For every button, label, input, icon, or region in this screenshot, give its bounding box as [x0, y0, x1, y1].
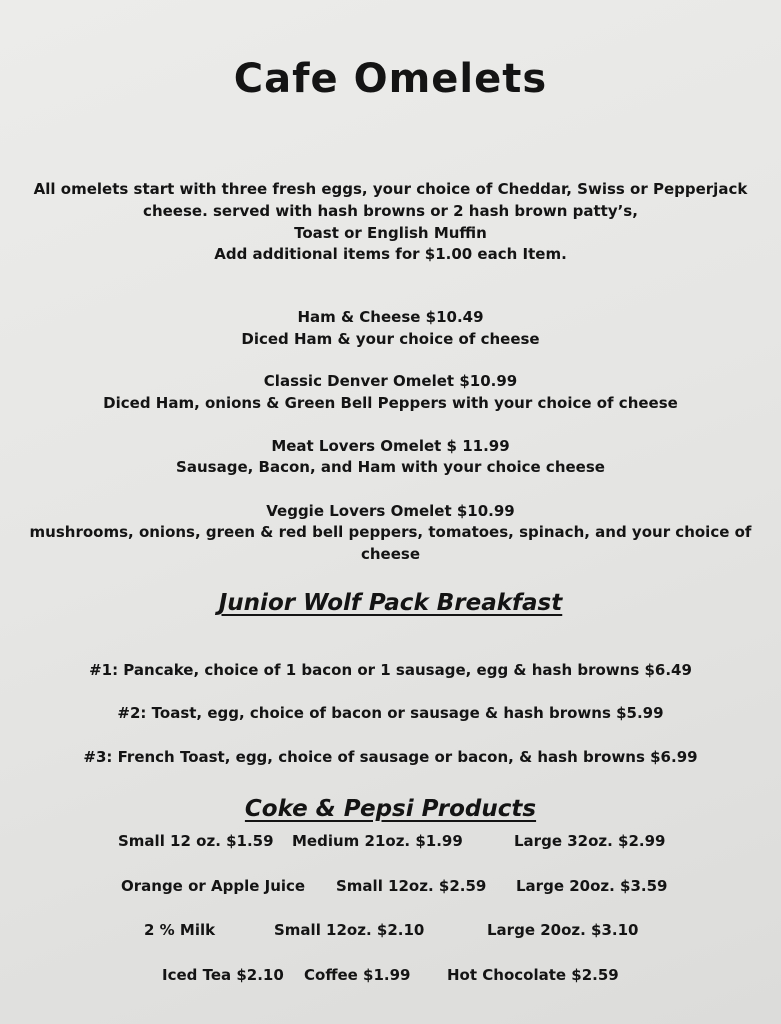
omelet-name-veggie-lovers: Veggie Lovers Omelet $10.99: [266, 502, 515, 520]
omelet-name-ham-cheese: Ham & Cheese $10.49: [297, 308, 484, 326]
drink-milk-label: 2 % Milk: [144, 921, 216, 939]
omelet-name-meat-lovers: Meat Lovers Omelet $ 11.99: [271, 437, 510, 455]
omelet-desc-meat-lovers: Sausage, Bacon, and Ham with your choice cheese: [176, 458, 605, 476]
omelet-name-denver: Classic Denver Omelet $10.99: [263, 372, 518, 390]
drink-iced-tea: Iced Tea $2.10: [162, 966, 284, 984]
drink-juice-label: Orange or Apple Juice: [121, 877, 306, 895]
junior-item-1: #1: Pancake, choice of 1 bacon or 1 sausage, egg & hash browns $6.49: [89, 661, 692, 679]
junior-item-2: #2: Toast, egg, choice of bacon or sausage & hash browns $5.99: [117, 704, 664, 722]
omelet-desc-denver: Diced Ham, onions & Green Bell Peppers with your choice of cheese: [103, 394, 678, 412]
drink-juice-large: Large 20oz. $3.59: [516, 877, 668, 895]
omelet-desc-veggie-lovers-1: mushrooms, onions, green & red bell peppers, tomatoes, spinach, and your choice of: [29, 523, 752, 541]
junior-item-3: #3: French Toast, egg, choice of sausage or bacon, & hash browns $6.99: [83, 748, 698, 766]
drink-large-soda: Large 32oz. $2.99: [514, 832, 666, 850]
junior-heading-text: Junior Wolf Pack Breakfast: [218, 590, 563, 616]
drinks-heading-text: Coke & Pepsi Products: [244, 796, 537, 822]
omelet-desc-veggie-lovers-2: cheese: [360, 545, 421, 563]
drinks-section-heading: [0, 796, 781, 822]
drink-milk-large: Large 20oz. $3.10: [487, 921, 639, 939]
drink-milk-small: Small 12oz. $2.10: [274, 921, 425, 939]
drink-small-soda: Small 12 oz. $1.59: [118, 832, 274, 850]
drink-medium-soda: Medium 21oz. $1.99: [292, 832, 463, 850]
menu-title: Cafe Omelets: [233, 56, 548, 102]
drink-hot-chocolate: Hot Chocolate $2.59: [447, 966, 619, 984]
junior-section-heading: [0, 590, 781, 616]
omelet-desc-ham-cheese: Diced Ham & your choice of cheese: [241, 330, 540, 348]
intro-line-1: All omelets start with three fresh eggs, your choice of Cheddar, Swiss or Pepperjack: [33, 180, 748, 198]
drink-juice-small: Small 12oz. $2.59: [336, 877, 487, 895]
drink-coffee: Coffee $1.99: [304, 966, 411, 984]
intro-line-2: cheese. served with hash browns or 2 hash brown patty’s,: [143, 202, 638, 220]
intro-line-3: Toast or English Muffin: [294, 224, 487, 242]
intro-line-4: Add additional items for $1.00 each Item.: [214, 245, 567, 263]
